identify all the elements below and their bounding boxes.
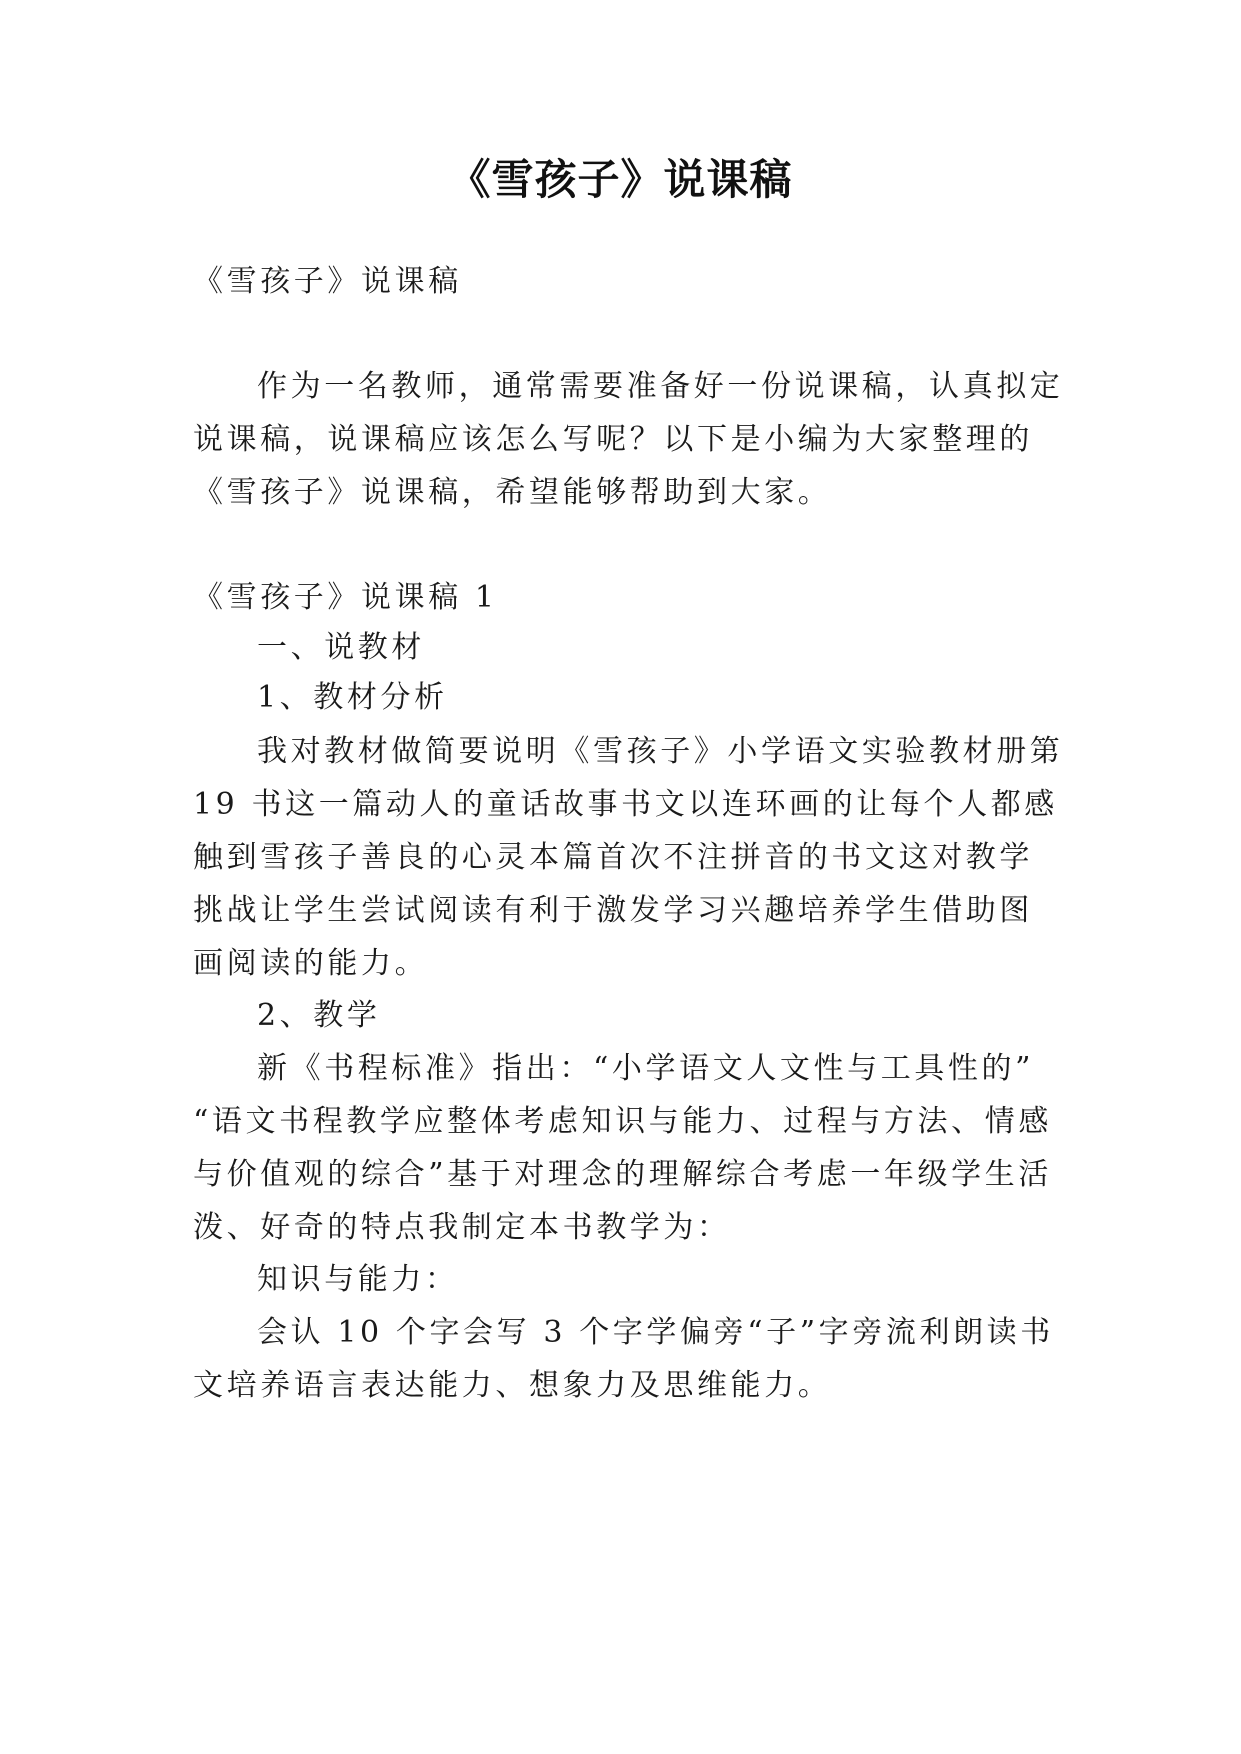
item1-line: 我对教材做简要说明《雪孩子》小学语文实验教材册第 [257, 734, 1064, 769]
item2-line: 新《书程标准》指出：“小学语文人文性与工具性的” [257, 1051, 1035, 1086]
document-subtitle: 《雪孩子》说课稿 [193, 264, 462, 299]
intro-line: 《雪孩子》说课稿，希望能够帮助到大家。 [193, 475, 832, 510]
item1-heading: 1、教材分析 [257, 680, 448, 715]
part-heading: 一、说教材 [257, 630, 425, 665]
item2-line: 与价值观的综合”基于对理念的理解综合考虑一年级学生活 [193, 1157, 1052, 1192]
knowledge-line: 文培养语言表达能力、想象力及思维能力。 [193, 1368, 832, 1403]
knowledge-heading: 知识与能力： [257, 1262, 459, 1297]
intro-line: 说课稿，说课稿应该怎么写呢？以下是小编为大家整理的 [193, 422, 1033, 457]
item1-line: 触到雪孩子善良的心灵本篇首次不注拼音的书文这对教学 [193, 840, 1033, 875]
item2-heading: 2、教学 [257, 998, 381, 1033]
knowledge-line: 会认 10 个字会写 3 个字学偏旁“子”字旁流利朗读书 [257, 1315, 1054, 1350]
intro-line: 作为一名教师，通常需要准备好一份说课稿，认真拟定 [257, 369, 1064, 404]
item1-line: 19 书这一篇动人的童话故事书文以连环画的让每个人都感 [193, 787, 1058, 822]
item1-line: 画阅读的能力。 [193, 946, 429, 981]
item1-line: 挑战让学生尝试阅读有利于激发学习兴趣培养学生借助图 [193, 893, 1033, 928]
section-heading: 《雪孩子》说课稿 1 [193, 580, 498, 615]
document-title: 《雪孩子》说课稿 [448, 155, 793, 204]
item2-line: “语文书程教学应整体考虑知识与能力、过程与方法、情感 [193, 1104, 1052, 1139]
item2-line: 泼、好奇的特点我制定本书教学为： [193, 1210, 731, 1245]
